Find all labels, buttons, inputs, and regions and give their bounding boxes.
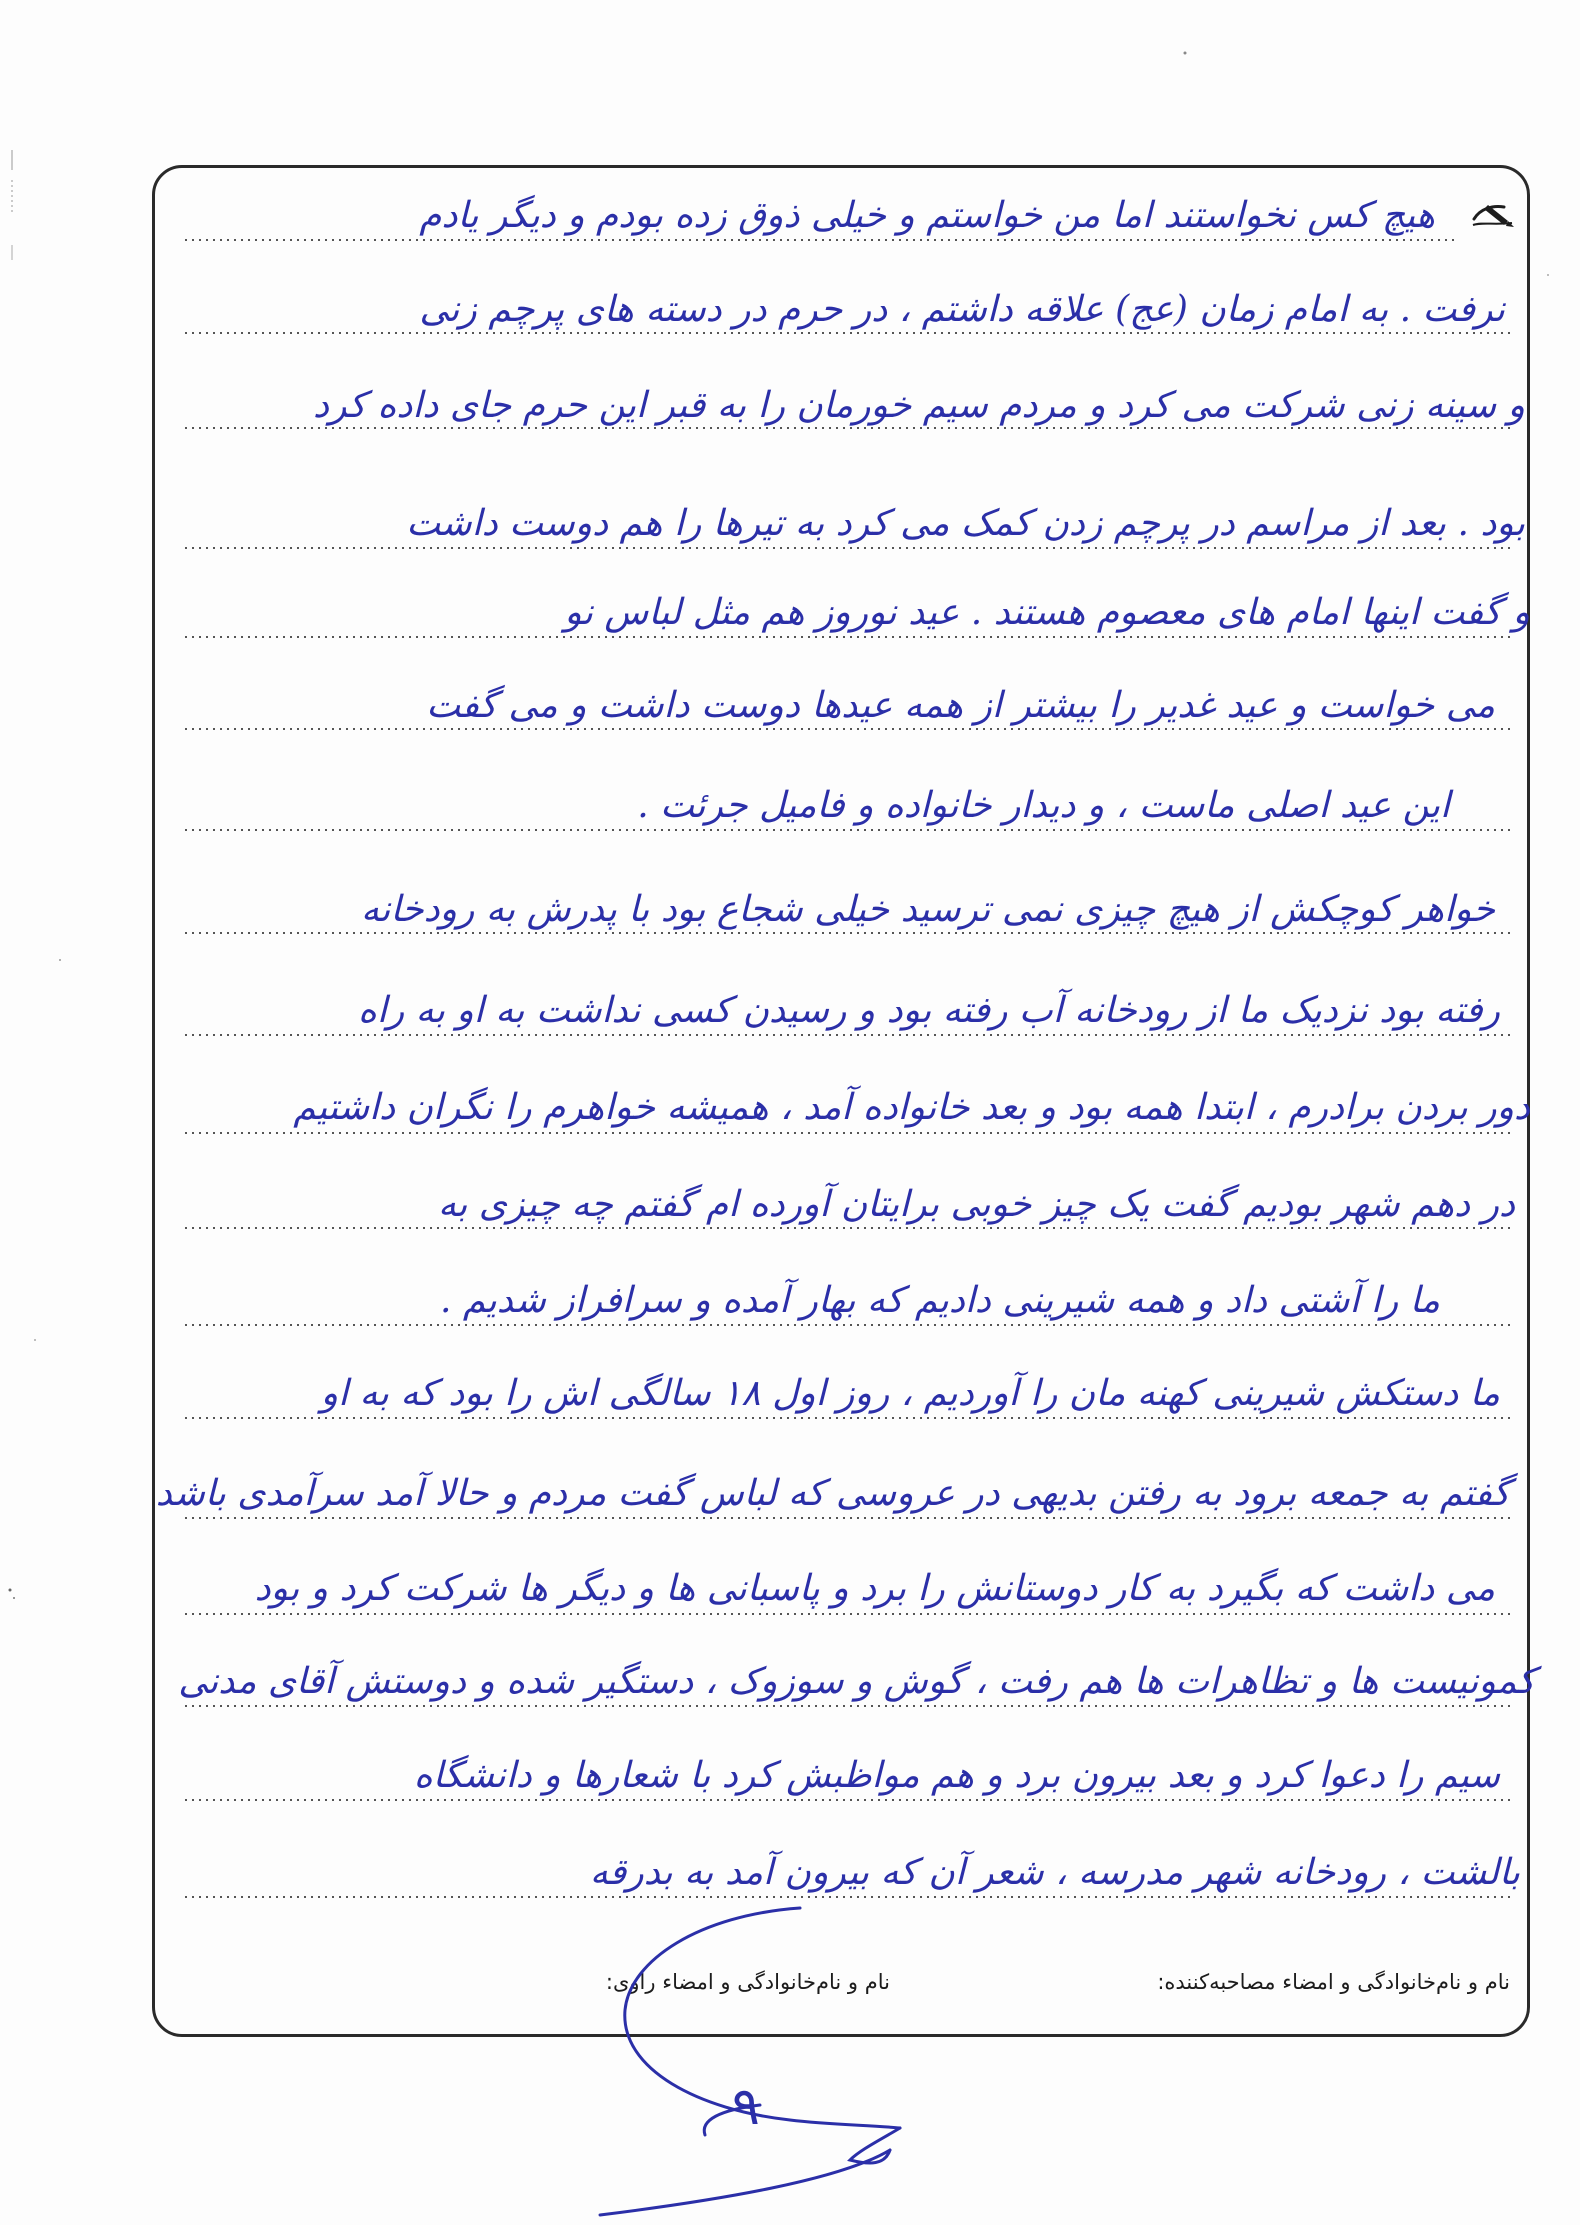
handwritten-line: گفتم به جمعه برود به رفتن بدیهی در عروسی که لباس گفت مردم و حالا آمد سرآمدی باشد bbox=[155, 1473, 1510, 1514]
handwritten-line: بود . بعد از مراسم در پرچم زدن کمک می کرد به تیرها را هم دوست داشت bbox=[406, 503, 1525, 544]
signature-footer bbox=[170, 1970, 1510, 2010]
handwritten-line: بالشت ، رودخانه شهر مدرسه ، شعر آن که بیرون آمد به بدرقه bbox=[589, 1852, 1520, 1893]
interviewer-signature-label: نام و نام‌خانوادگی و امضاء مصاحبه‌کننده: bbox=[1157, 1970, 1510, 1994]
handwritten-line: دور بردن برادرم ، ابتدا همه بود و بعد خانواده آمد ، همیشه خواهرم را نگران داشتیم bbox=[293, 1087, 1530, 1128]
page-number: ۹ bbox=[732, 2077, 760, 2137]
handwritten-line: در دهم شهر بودیم گفت یک چیز خوبی برایتان آورده ام گفتم چه چیزی به bbox=[438, 1184, 1515, 1225]
handwritten-line: این عید اصلی ماست ، و دیدار خانواده و فامیل جرئت . bbox=[637, 785, 1450, 826]
handwritten-line: سیم را دعوا کرد و بعد بیرون برد و هم مواظبش کرد با شعارها و دانشگاه bbox=[413, 1755, 1500, 1796]
handwritten-line: ما دستکش شیرینی کهنه مان را آوردیم ، روز اول ۱۸ سالگی اش را بود که به او bbox=[320, 1373, 1500, 1414]
narrator-signature-label: نام و نام‌خانوادگی و امضاء راوی: bbox=[605, 1970, 890, 1994]
handwritten-line: کمونیست ها و تظاهرات ها هم رفت ، گوش و سوزوک ، دستگیر شده و دوستش آقای مدنی bbox=[178, 1661, 1535, 1702]
handwritten-line: می داشت که بگیرد به کار دوستانش را برد و پاسبانی ها و دیگر ها شرکت کرد و بود bbox=[254, 1568, 1495, 1609]
handwritten-line: خواهر کوچکش از هیچ چیزی نمی ترسید خیلی شجاع بود با پدرش به رودخانه bbox=[361, 889, 1495, 930]
handwritten-line: و سینه زنی شرکت می کرد و مردم سیم خورمان را به قبر این حرم جای داده کرد bbox=[313, 385, 1525, 426]
handwritten-line: هیچ کس نخواستند اما من خواستم و خیلی ذوق زده بودم و دیگر یادم bbox=[419, 195, 1435, 236]
handwritten-line: ما را آشتی داد و همه شیرینی دادیم که بهار آمده و سرافراز شدیم . bbox=[439, 1280, 1440, 1321]
handwritten-line: می خواست و عید غدیر را بیشتر از همه عیدها دوست داشت و می گفت bbox=[426, 685, 1495, 726]
handwritten-line: نرفت . به امام زمان (عج) علاقه داشتم ، در حرم در دسته های پرچم زنی bbox=[419, 289, 1505, 330]
handwritten-line: و گفت اینها امام های معصوم هستند . عید نوروز هم مثل لباس نو bbox=[564, 592, 1530, 633]
handwritten-line: رفته بود نزدیک ما از رودخانه آب رفته بود و رسیدن کسی نداشت به او به راه bbox=[357, 990, 1500, 1031]
